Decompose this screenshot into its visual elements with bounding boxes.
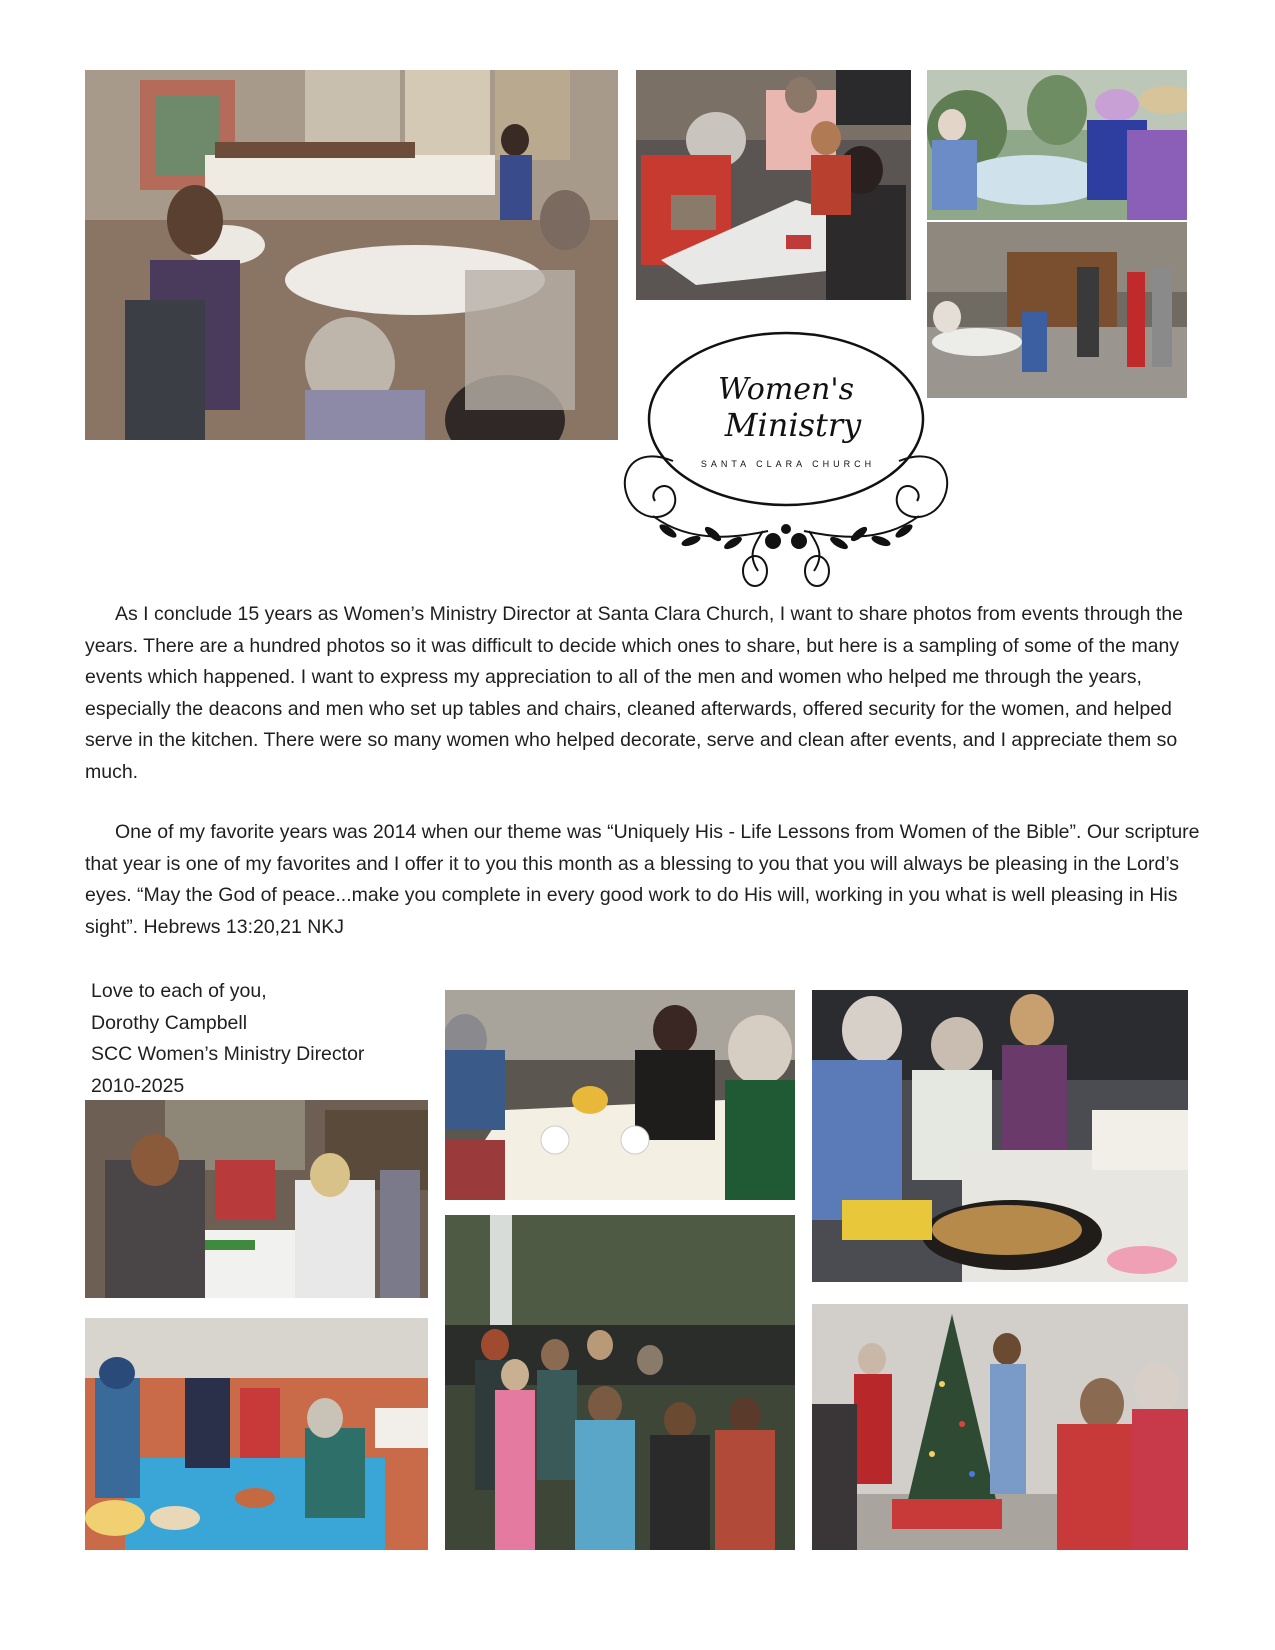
photo-craft-table [85, 1100, 428, 1298]
logo-leaf-ornament [658, 522, 915, 551]
signature-name: Dorothy Campbell [91, 1011, 248, 1034]
womens-ministry-logo [613, 331, 959, 601]
photo-fellowship-hall [927, 222, 1187, 398]
photo-waterfall-group [445, 1215, 795, 1550]
photo-speaker-event [85, 70, 618, 440]
photo-buffet-line [85, 1318, 428, 1550]
photo-game-table [636, 70, 911, 300]
logo-org-name: SANTA CLARA CHURCH [700, 459, 876, 469]
intro-paragraph-block [85, 599, 1200, 788]
logo-title-line2: Ministry [724, 406, 862, 444]
signature-title: SCC Women’s Ministry Director [91, 1043, 365, 1065]
photo-christmas-tree [812, 1304, 1188, 1550]
paragraph-appreciation: As I conclude 15 years as Women’s Ministry Director at Santa Clara Church, I want to share photos from events through the years. There are a hundred photos so it was difficult to decide which ones to share, but here is a sampling of some of the many events which happened. I want to express my appreciation to all of the men and women who helped me through the years, especially the deacons and men who set up tables and chairs, cleaned afterwards, offered security for the women, and helped serve in the kitchen. There were so many women who helped decorate, serve and clean after events, and I appreciate them so much. [85, 603, 1183, 783]
photo-tea-table [445, 990, 795, 1200]
photo-garden-tea [927, 70, 1187, 220]
signature-block [91, 976, 364, 1102]
logo-egg-ornament [743, 556, 829, 586]
logo-title-line1: Women's [717, 372, 855, 407]
signature-years: 2010-2025 [91, 1074, 185, 1097]
photo-cookie-table [812, 990, 1188, 1282]
signature-closing: Love to each of you, [91, 980, 267, 1002]
scripture-paragraph-block [85, 817, 1200, 943]
paragraph-scripture: One of my favorite years was 2014 when our theme was “Uniquely His - Life Lessons from Women of the Bible”. Our scripture that year is one of my favorites and I offer it to you this month as a blessing to you that you will always be pleasing in the Lord’s eyes. “May the God of peace...make you complete in every good work to do His will, working in you what is well pleasing in His sight”. Hebrews 13:20,21 NKJ [85, 821, 1200, 938]
